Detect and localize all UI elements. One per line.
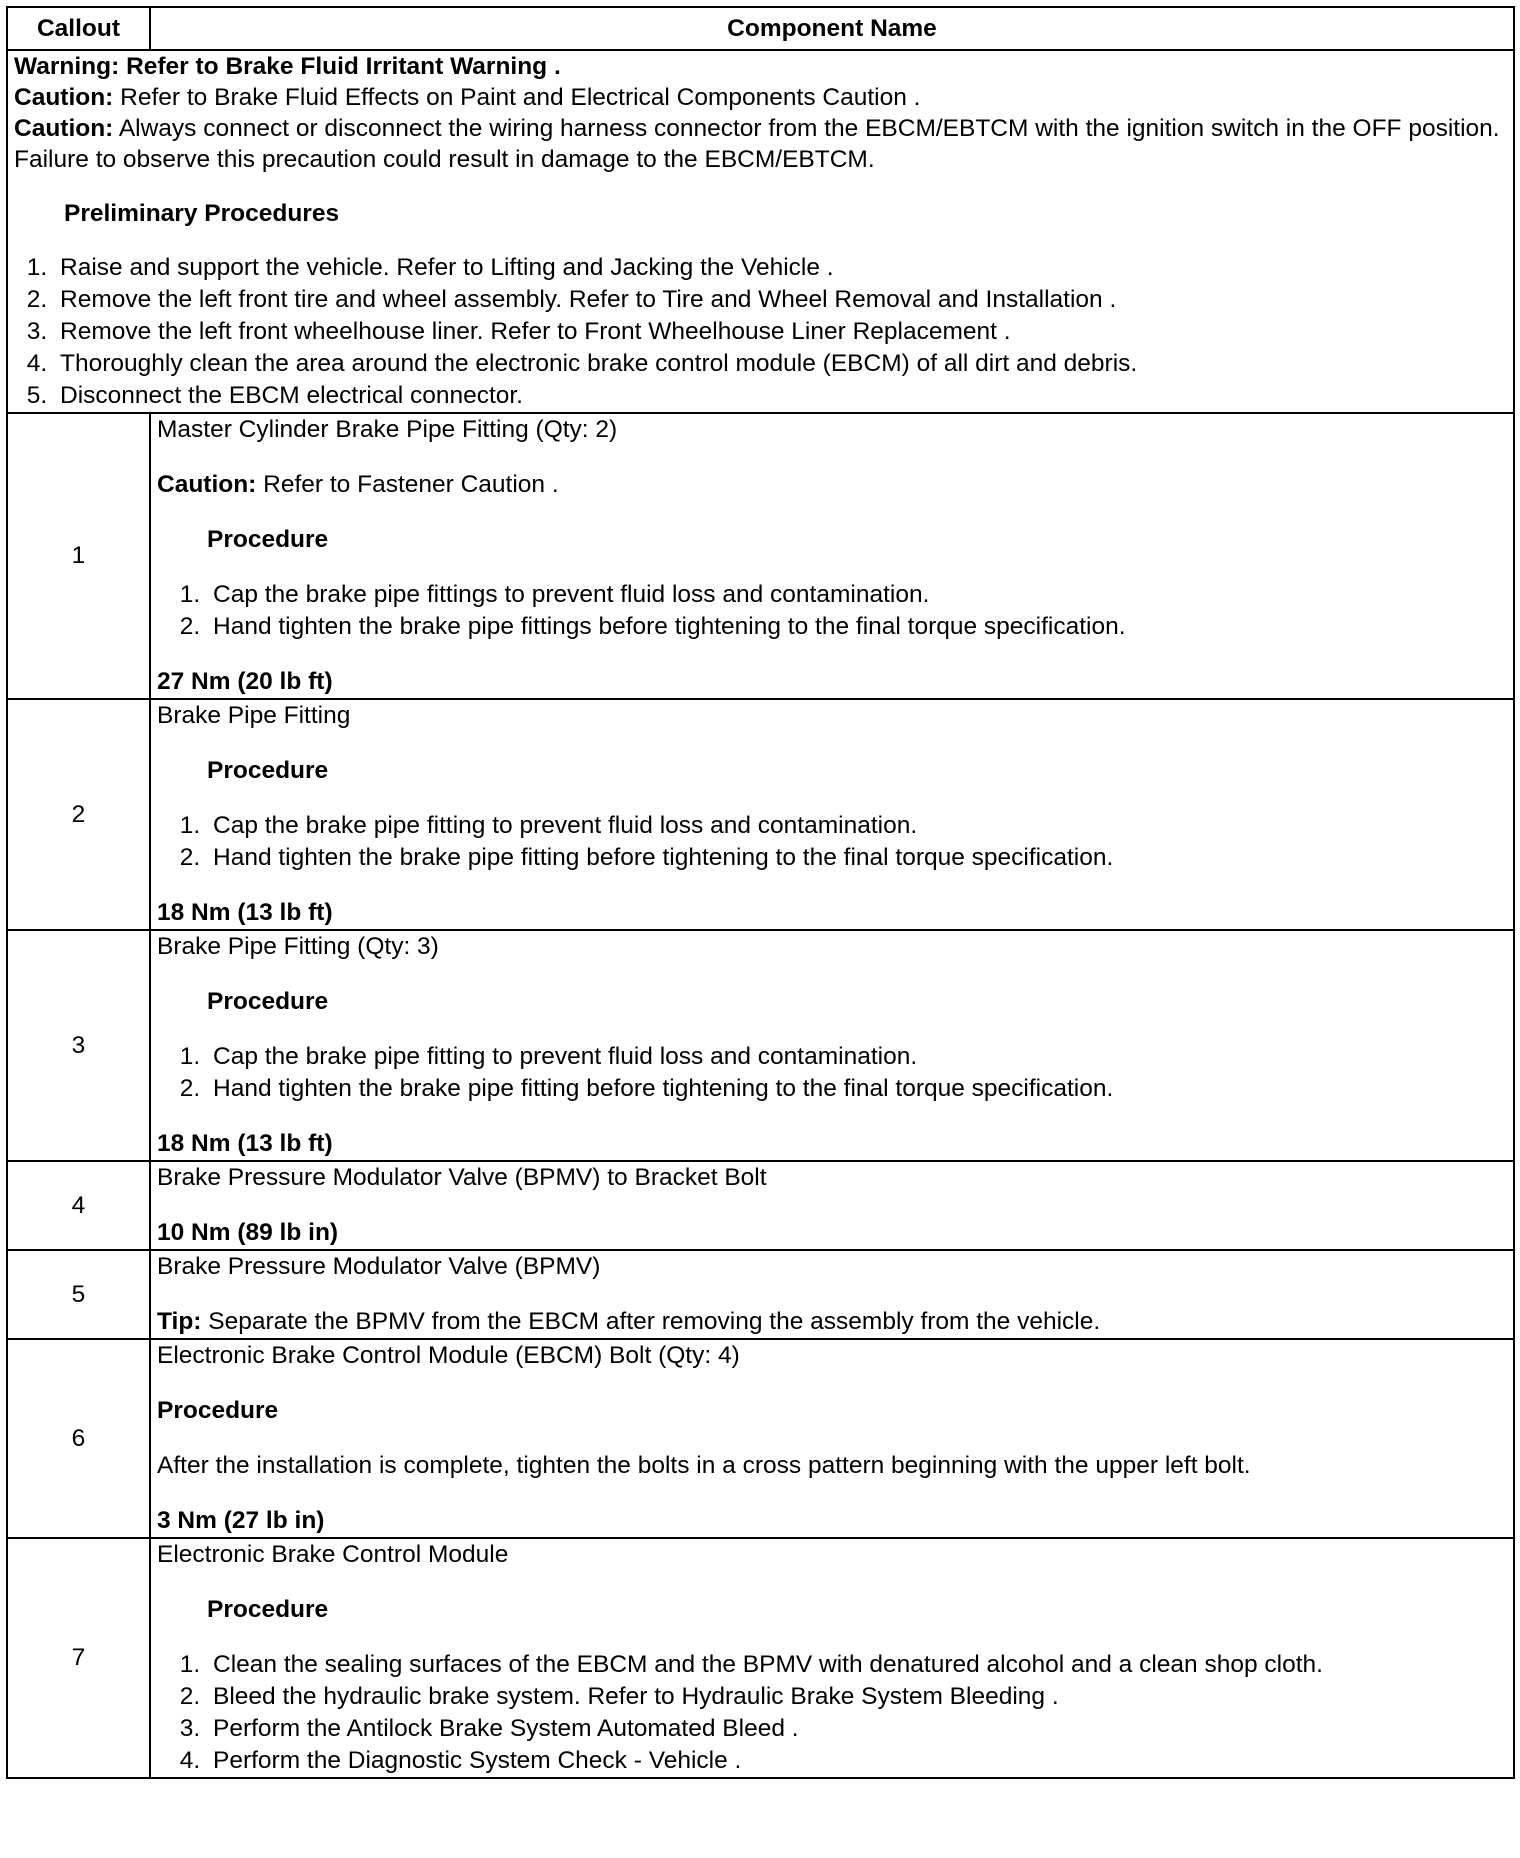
component-cell [150,699,1514,930]
component-table [6,6,1515,1779]
component-name: Brake Pressure Modulator Valve (BPMV) [157,1253,601,1280]
procedure-steps [157,1041,1507,1105]
list-item: 1. Cap the brake pipe fitting to prevent fluid loss and contamination. [207,1041,1507,1073]
caution-link[interactable]: Refer to Fastener Caution . [263,471,559,498]
warning-label: Warning: [14,53,120,80]
list-item: 2. Remove the left front tire and wheel assembly. Refer to Tire and Wheel Removal and Installation . [54,284,1507,316]
component-cell [150,413,1514,699]
caution-note-1 [14,82,1507,113]
warning-note [14,51,1507,82]
caution-link[interactable]: Refer to Brake Fluid Effects on Paint and Electrical Components Caution . [120,84,921,111]
tip-note [157,1306,1507,1338]
procedure-steps [157,810,1507,874]
preliminary-steps-list [14,252,1507,412]
list-item[interactable]: 3. Perform the Antilock Brake System Automated Bleed . [207,1713,1507,1745]
caution-note [157,469,1507,501]
preliminary-procedures-heading: Preliminary Procedures [64,200,340,227]
caution-text: Always connect or disconnect the wiring harness connector from the EBCM/EBTCM with the ignition switch in the OFF position. Failure to observe this precaution could result in damage to the EBCM/EBTCM. [14,115,1500,173]
component-name: Electronic Brake Control Module (EBCM) Bolt (Qty: 4) [157,1342,740,1369]
table-header-row [7,7,1514,50]
tip-text: Separate the BPMV from the EBCM after removing the assembly from the vehicle. [208,1308,1101,1335]
torque-spec: 27 Nm (20 lb ft) [157,668,333,695]
component-name: Brake Pressure Modulator Valve (BPMV) to Bracket Bolt [157,1164,767,1191]
procedure-steps [157,1649,1507,1777]
tip-label: Tip: [157,1308,202,1335]
callout-number: 5 [7,1250,150,1339]
procedure-heading: Procedure [207,757,329,784]
component-name: Master Cylinder Brake Pipe Fitting (Qty: 2) [157,416,618,443]
table-row [7,1161,1514,1250]
component-cell [150,1339,1514,1538]
procedure-heading: Procedure [157,1397,279,1424]
table-row [7,1538,1514,1778]
component-cell [150,930,1514,1161]
callout-number: 1 [7,413,150,699]
list-item[interactable]: 4. Perform the Diagnostic System Check - Vehicle . [207,1745,1507,1777]
procedure-heading: Procedure [207,988,329,1015]
component-cell [150,1161,1514,1250]
component-name: Brake Pipe Fitting (Qty: 3) [157,933,439,960]
table-row [7,930,1514,1161]
caution-label: Caution: [14,84,114,111]
preamble-cell [7,50,1514,413]
list-item: 2. Hand tighten the brake pipe fitting before tightening to the final torque specification. [207,842,1507,874]
component-cell [150,1250,1514,1339]
component-name: Brake Pipe Fitting [157,702,351,729]
table-row [7,1339,1514,1538]
list-item: 3. Remove the left front wheelhouse liner. Refer to Front Wheelhouse Liner Replacement . [54,316,1507,348]
torque-spec: 10 Nm (89 lb in) [157,1219,339,1246]
caution-label: Caution: [14,115,114,142]
warning-link[interactable]: Refer to Brake Fluid Irritant Warning . [126,53,561,80]
torque-spec: 18 Nm (13 lb ft) [157,1130,333,1157]
table-row [7,1250,1514,1339]
list-item: 2. Hand tighten the brake pipe fitting before tightening to the final torque specification. [207,1073,1507,1105]
procedure-steps [157,579,1507,643]
callout-number: 6 [7,1339,150,1538]
component-cell [150,1538,1514,1778]
torque-spec: 3 Nm (27 lb in) [157,1507,325,1534]
list-item: 2. Hand tighten the brake pipe fittings before tightening to the final torque specification. [207,611,1507,643]
callout-number: 7 [7,1538,150,1778]
list-item: 4. Thoroughly clean the area around the electronic brake control module (EBCM) of all dirt and debris. [54,348,1507,380]
table-row [7,699,1514,930]
list-item: 5. Disconnect the EBCM electrical connector. [54,380,1507,412]
callout-number: 3 [7,930,150,1161]
table-row [7,413,1514,699]
callout-number: 4 [7,1161,150,1250]
torque-spec: 18 Nm (13 lb ft) [157,899,333,926]
list-item: 1. Cap the brake pipe fitting to prevent fluid loss and contamination. [207,810,1507,842]
procedure-heading: Procedure [207,1596,329,1623]
callout-column-header: Callout [7,7,150,50]
list-item[interactable]: 2. Bleed the hydraulic brake system. Refer to Hydraulic Brake System Bleeding . [207,1681,1507,1713]
list-item: 1. Raise and support the vehicle. Refer to Lifting and Jacking the Vehicle . [54,252,1507,284]
list-item: 1. Clean the sealing surfaces of the EBCM and the BPMV with denatured alcohol and a clean shop cloth. [207,1649,1507,1681]
component-name: Electronic Brake Control Module [157,1541,509,1568]
preamble-row [7,50,1514,413]
component-name-column-header: Component Name [150,7,1514,50]
list-item: 1. Cap the brake pipe fittings to prevent fluid loss and contamination. [207,579,1507,611]
caution-label: Caution: [157,471,257,498]
callout-number: 2 [7,699,150,930]
procedure-heading: Procedure [207,526,329,553]
procedure-text: After the installation is complete, tighten the bolts in a cross pattern beginning with the upper left bolt. [157,1452,1251,1479]
caution-note-2 [14,113,1507,175]
